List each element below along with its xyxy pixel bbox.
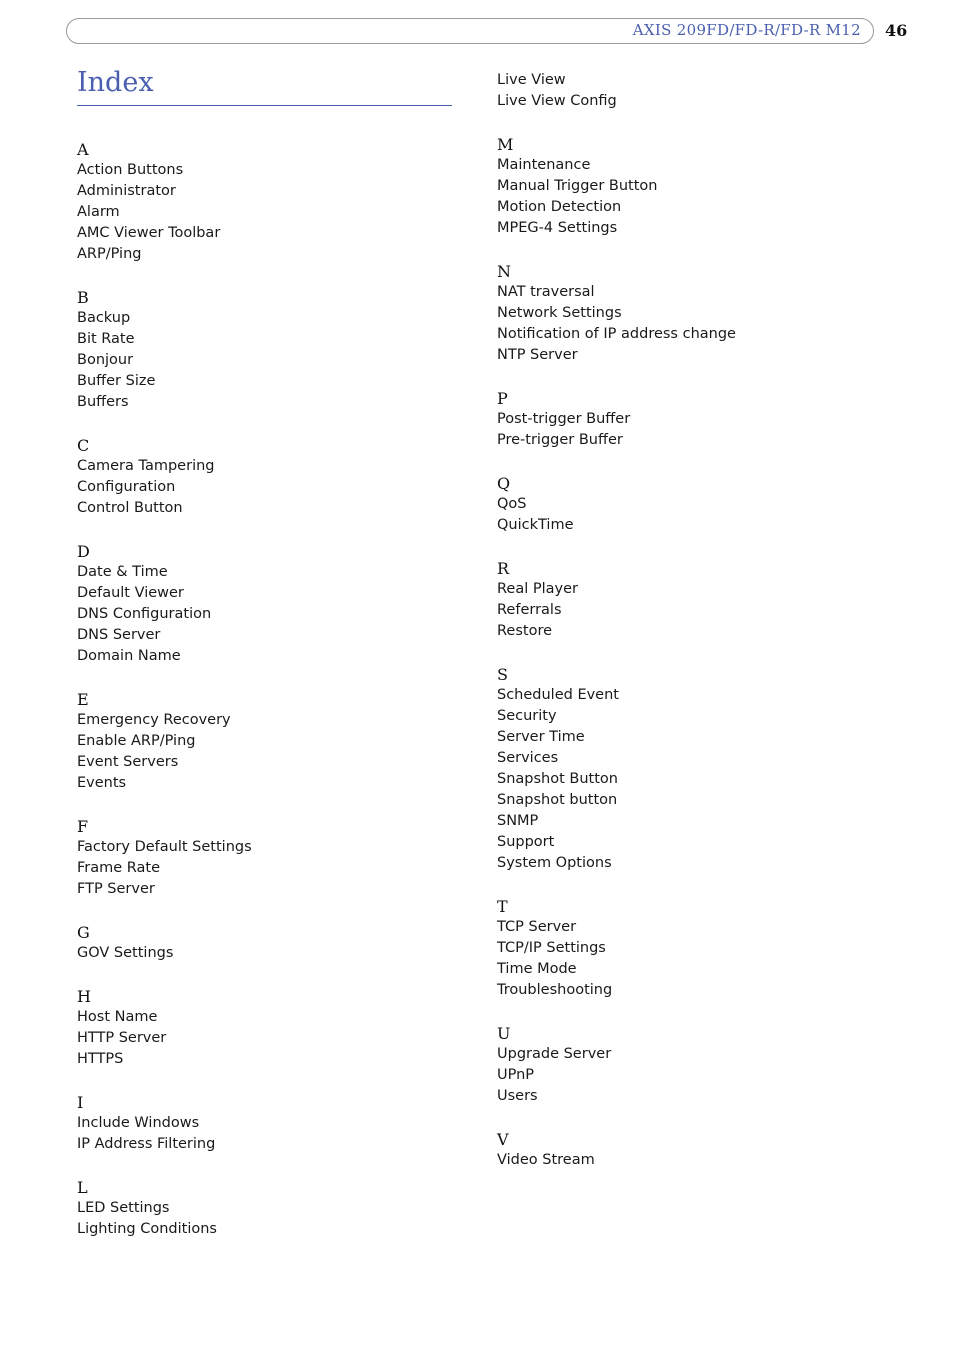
index-entry[interactable]: Domain Name xyxy=(77,648,181,664)
index-letter-heading: N xyxy=(497,262,511,281)
index-entry[interactable]: Time Mode xyxy=(497,961,577,977)
index-section xyxy=(77,139,457,265)
index-section xyxy=(497,388,917,451)
index-letter-heading: A xyxy=(77,140,89,159)
index-letter-heading: B xyxy=(77,288,89,307)
index-entry[interactable]: Referrals xyxy=(497,602,562,618)
index-entry[interactable]: HTTP Server xyxy=(77,1030,167,1046)
index-entry[interactable]: HTTPS xyxy=(77,1051,124,1067)
index-entry[interactable]: Factory Default Settings xyxy=(77,839,252,855)
index-entry[interactable]: ARP/Ping xyxy=(77,246,142,262)
index-entry[interactable]: Server Time xyxy=(497,729,585,745)
index-section xyxy=(497,261,917,366)
index-entry[interactable]: Control Button xyxy=(77,500,183,516)
index-entry[interactable]: LED Settings xyxy=(77,1200,170,1216)
index-entry[interactable]: TCP/IP Settings xyxy=(497,940,606,956)
index-entry[interactable]: Snapshot Button xyxy=(497,771,618,787)
index-letter-heading: L xyxy=(77,1178,88,1197)
index-section xyxy=(77,541,457,667)
index-entry[interactable]: Administrator xyxy=(77,183,176,199)
index-entry[interactable]: Lighting Conditions xyxy=(77,1221,217,1237)
index-entry[interactable]: DNS Server xyxy=(77,627,161,643)
index-letter-heading: S xyxy=(497,665,508,684)
index-section xyxy=(497,1129,917,1171)
index-letter-heading: G xyxy=(77,923,90,942)
index-entry[interactable]: Maintenance xyxy=(497,157,591,173)
index-entry[interactable]: Snapshot button xyxy=(497,792,618,808)
index-entry[interactable]: Video Stream xyxy=(497,1152,595,1168)
index-entry[interactable]: Live View Config xyxy=(497,93,617,109)
index-section xyxy=(77,986,457,1070)
index-section xyxy=(497,1023,917,1107)
index-entry[interactable]: Frame Rate xyxy=(77,860,161,876)
index-entry[interactable]: Notification of IP address change xyxy=(497,326,736,342)
index-entry[interactable]: SNMP xyxy=(497,813,539,829)
index-entry[interactable]: Services xyxy=(497,750,559,766)
index-entry[interactable]: NTP Server xyxy=(497,347,578,363)
page-title: Index xyxy=(77,67,154,98)
index-entry[interactable]: Scheduled Event xyxy=(497,687,619,703)
index-entry[interactable]: TCP Server xyxy=(497,919,577,935)
index-letter-heading: D xyxy=(77,542,90,561)
index-entry[interactable]: Backup xyxy=(77,310,131,326)
index-entry[interactable]: Default Viewer xyxy=(77,585,184,601)
index-entry[interactable]: Support xyxy=(497,834,555,850)
index-entry[interactable]: Event Servers xyxy=(77,754,179,770)
index-entry[interactable]: Host Name xyxy=(77,1009,158,1025)
index-entry[interactable]: DNS Configuration xyxy=(77,606,212,622)
index-entry[interactable]: Action Buttons xyxy=(77,162,184,178)
index-entry[interactable]: Events xyxy=(77,775,127,791)
index-entry[interactable]: Motion Detection xyxy=(497,199,622,215)
index-letter-heading: C xyxy=(77,436,90,455)
index-section xyxy=(497,558,917,642)
index-entry[interactable]: Configuration xyxy=(77,479,176,495)
index-entry[interactable]: Restore xyxy=(497,623,553,639)
index-entry[interactable]: GOV Settings xyxy=(77,945,174,961)
index-section xyxy=(497,473,917,536)
index-entry[interactable]: Buffers xyxy=(77,394,129,410)
index-entry[interactable]: Date & Time xyxy=(77,564,168,580)
index-letter-heading: P xyxy=(497,389,508,408)
index-letter-heading: Q xyxy=(497,474,511,493)
index-section xyxy=(77,435,457,519)
index-entry[interactable]: Bonjour xyxy=(77,352,134,368)
index-entry[interactable]: FTP Server xyxy=(77,881,155,897)
index-letter-heading: U xyxy=(497,1024,511,1043)
index-column-left xyxy=(77,139,457,1262)
index-entry[interactable]: UPnP xyxy=(497,1067,535,1083)
index-entry[interactable]: Bit Rate xyxy=(77,331,135,347)
index-letter-heading: H xyxy=(77,987,91,1006)
index-entry[interactable]: Real Player xyxy=(497,581,578,597)
index-section xyxy=(77,1092,457,1155)
page-number: 46 xyxy=(885,21,908,40)
index-entry[interactable]: IP Address Filtering xyxy=(77,1136,216,1152)
index-entry[interactable]: Enable ARP/Ping xyxy=(77,733,196,749)
index-entry[interactable]: AMC Viewer Toolbar xyxy=(77,225,221,241)
index-entry[interactable]: NAT traversal xyxy=(497,284,595,300)
index-section xyxy=(497,896,917,1001)
index-entry[interactable]: Troubleshooting xyxy=(497,982,613,998)
index-entry[interactable]: Include Windows xyxy=(77,1115,200,1131)
index-entry[interactable]: Security xyxy=(497,708,557,724)
index-letter-heading: F xyxy=(77,817,89,836)
index-entry[interactable]: QuickTime xyxy=(497,517,574,533)
index-entry[interactable]: Emergency Recovery xyxy=(77,712,231,728)
title-underline xyxy=(77,105,452,106)
index-letter-heading: E xyxy=(77,690,89,709)
index-entry[interactable]: Users xyxy=(497,1088,538,1104)
index-entry[interactable]: Alarm xyxy=(77,204,120,220)
index-section xyxy=(77,1177,457,1240)
index-entry[interactable]: QoS xyxy=(497,496,527,512)
index-entry[interactable]: Buffer Size xyxy=(77,373,156,389)
index-letter-heading: I xyxy=(77,1093,84,1112)
index-section xyxy=(497,664,917,874)
index-entry[interactable]: Upgrade Server xyxy=(497,1046,612,1062)
index-entry[interactable]: System Options xyxy=(497,855,612,871)
index-section xyxy=(77,922,457,964)
index-entry[interactable]: Pre-trigger Buffer xyxy=(497,432,623,448)
index-entry[interactable]: Camera Tampering xyxy=(77,458,215,474)
product-title: AXIS 209FD/FD-R/FD-R M12 xyxy=(632,21,861,39)
index-section xyxy=(77,287,457,413)
index-entry[interactable]: Live View xyxy=(497,72,566,88)
index-section xyxy=(77,816,457,900)
index-letter-heading: R xyxy=(497,559,510,578)
index-letter-heading: T xyxy=(497,897,508,916)
index-section xyxy=(497,70,917,112)
index-section xyxy=(77,689,457,794)
index-section xyxy=(497,134,917,239)
index-entry[interactable]: MPEG-4 Settings xyxy=(497,220,618,236)
index-entry[interactable]: Network Settings xyxy=(497,305,622,321)
index-letter-heading: V xyxy=(497,1130,509,1149)
index-letter-heading: M xyxy=(497,135,514,154)
index-entry[interactable]: Manual Trigger Button xyxy=(497,178,658,194)
index-entry[interactable]: Post-trigger Buffer xyxy=(497,411,631,427)
index-column-right xyxy=(497,70,917,1193)
